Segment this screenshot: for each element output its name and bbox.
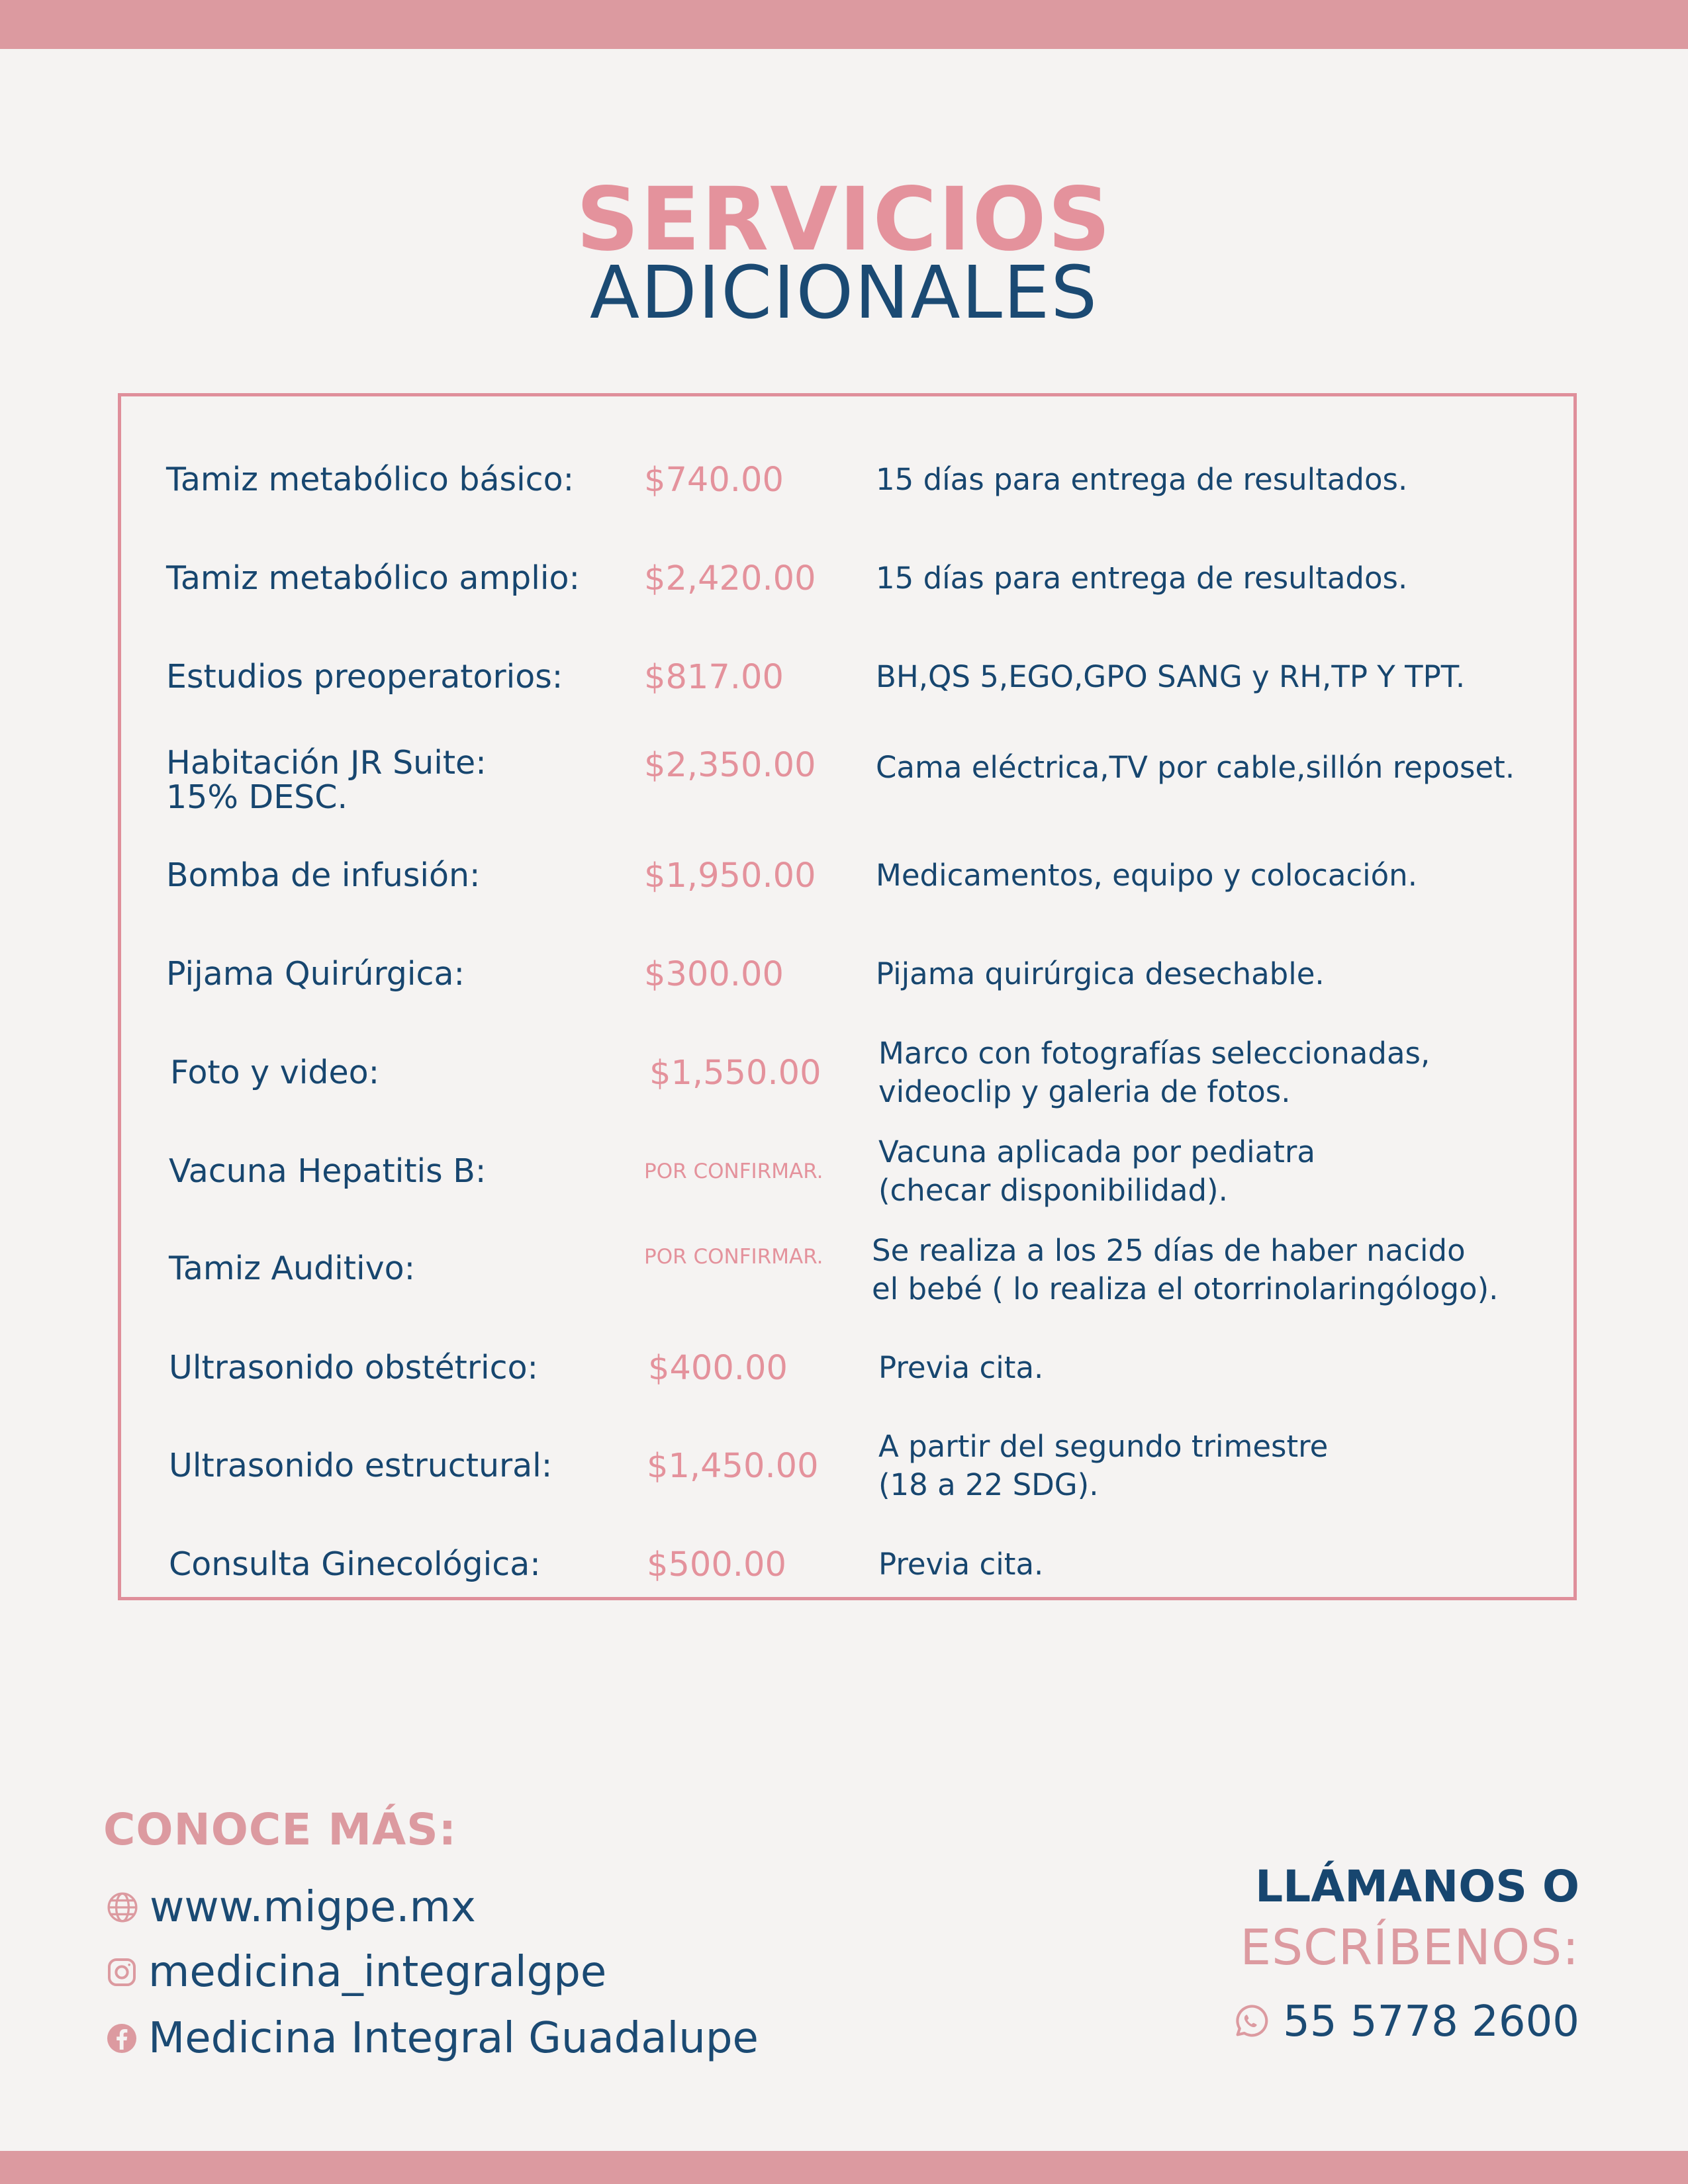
service-description: Marco con fotografías seleccionadas, videoclip y galeria de fotos. <box>878 1036 1430 1109</box>
service-name: Tamiz Auditivo: <box>169 1250 416 1287</box>
phone-number: 55 5778 2600 <box>1283 1997 1579 2046</box>
service-description: Se realiza a los 25 días de haber nacido el bebé ( lo realiza el otorrinolaringólogo). <box>872 1233 1499 1306</box>
service-row <box>121 1420 1573 1512</box>
service-name: Foto y video: <box>170 1054 380 1091</box>
service-row <box>121 928 1573 1021</box>
facebook-link[interactable] <box>106 2012 759 2065</box>
write-heading: ESCRÍBENOS: <box>1240 1919 1579 1976</box>
service-name: Vacuna Hepatitis B: <box>169 1152 487 1190</box>
service-name: Consulta Ginecológica: <box>169 1545 541 1583</box>
facebook-text: Medicina Integral Guadalupe <box>148 2014 759 2063</box>
phone-link[interactable] <box>1230 1992 1579 2052</box>
facebook-icon <box>106 2023 138 2054</box>
service-name: Estudios preoperatorios: <box>166 658 563 696</box>
globe-icon <box>106 1891 139 1924</box>
service-price: $2,350.00 <box>644 746 816 785</box>
service-price: POR CONFIRMAR. <box>644 1160 823 1183</box>
call-heading: LLÁMANOS O <box>1255 1861 1579 1912</box>
whatsapp-icon <box>1230 2001 1271 2042</box>
service-price: $400.00 <box>648 1348 788 1388</box>
service-row <box>121 1125 1573 1218</box>
service-description: 15 días para entrega de resultados. <box>876 561 1408 596</box>
service-name: Ultrasonido obstétrico: <box>169 1349 539 1387</box>
services-table <box>118 393 1577 1600</box>
service-row <box>121 1026 1573 1119</box>
service-price: $2,420.00 <box>644 559 816 598</box>
service-description: Pijama quirúrgica desechable. <box>876 956 1325 991</box>
service-row <box>121 734 1573 827</box>
conoce-title: CONOCE MÁS: <box>103 1804 457 1855</box>
service-description: Previa cita. <box>878 1547 1044 1582</box>
service-row <box>121 631 1573 723</box>
service-description: Previa cita. <box>878 1350 1044 1385</box>
service-description: Cama eléctrica,TV por cable,sillón reposet. <box>876 750 1515 785</box>
page-title: SERVICIOS <box>576 169 1112 271</box>
service-description: A partir del segundo trimestre (18 a 22 SDG). <box>878 1429 1329 1502</box>
service-description: Medicamentos, equipo y colocación. <box>876 858 1417 893</box>
service-row <box>121 1518 1573 1611</box>
service-name: Habitación JR Suite: 15% DESC. <box>166 744 487 816</box>
instagram-link[interactable] <box>106 1946 606 1999</box>
website-text: www.migpe.mx <box>150 1883 476 1932</box>
top-band <box>0 0 1688 49</box>
service-price: POR CONFIRMAR. <box>644 1245 823 1269</box>
instagram-text: medicina_integralgpe <box>148 1948 607 1997</box>
page-subtitle: ADICIONALES <box>589 250 1099 335</box>
service-row <box>121 532 1573 625</box>
service-row <box>121 433 1573 526</box>
service-price: $740.00 <box>644 460 784 500</box>
service-description: Vacuna aplicada por pediatra (checar disponibilidad). <box>878 1134 1315 1208</box>
service-description: BH,QS 5,EGO,GPO SANG y RH,TP Y TPT. <box>876 659 1466 694</box>
bottom-band <box>0 2151 1688 2184</box>
service-price: $500.00 <box>647 1545 786 1584</box>
service-price: $1,950.00 <box>644 856 816 895</box>
service-row <box>121 1322 1573 1414</box>
service-price: $1,550.00 <box>649 1053 821 1093</box>
service-name: Tamiz metabólico básico: <box>166 461 575 498</box>
service-price: $817.00 <box>644 657 784 697</box>
service-name: Bomba de infusión: <box>166 856 481 894</box>
service-name: Tamiz metabólico amplio: <box>166 559 580 597</box>
website-link[interactable] <box>106 1881 476 1934</box>
service-price: $1,450.00 <box>647 1446 819 1486</box>
service-name: Ultrasonido estructural: <box>169 1447 553 1484</box>
instagram-icon <box>106 1956 138 1988</box>
service-description: 15 días para entrega de resultados. <box>876 462 1408 497</box>
service-name: Pijama Quirúrgica: <box>166 955 465 993</box>
service-row <box>121 1222 1573 1315</box>
service-row <box>121 829 1573 922</box>
service-price: $300.00 <box>644 954 784 994</box>
